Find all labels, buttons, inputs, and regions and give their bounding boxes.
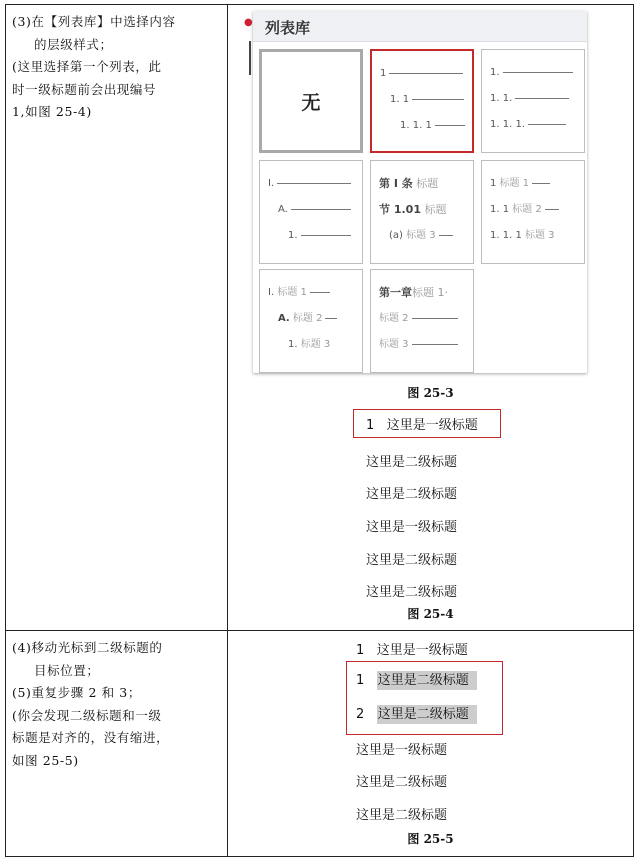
figure-cell — [228, 5, 634, 631]
table-row — [6, 631, 634, 857]
text-cursor-icon — [249, 41, 251, 75]
list-library-header — [244, 11, 587, 42]
heading-text-selected: 这里是二级标题 — [377, 671, 477, 690]
heading-line: 这里是二级标题 — [366, 553, 458, 568]
level-prefix: 1. 1 — [390, 94, 410, 105]
heading-line: 这里是二级标题 — [356, 775, 448, 790]
level-prefix: 1 — [490, 178, 497, 189]
desc-line: (你会发现二级标题和一级 — [12, 707, 162, 723]
heading-line: 这里是二级标题 — [366, 455, 458, 470]
heading-line: 这里是二级标题 — [366, 487, 458, 502]
desc-line: (5)重复步骤 2 和 3； — [12, 685, 141, 700]
level-prefix: 1 — [380, 68, 387, 79]
list-style-numbered-selected[interactable] — [370, 49, 474, 153]
level-prefix: 1. — [288, 230, 298, 241]
list-style-numbered-dots[interactable] — [481, 49, 585, 153]
level-prefix: A. — [278, 313, 290, 324]
desc-line: 的层级样式； — [34, 36, 113, 52]
level-prefix: (a) — [389, 230, 403, 241]
level-text: 标题 3 — [525, 230, 555, 241]
heading-text: 这里是一级标题 — [386, 418, 478, 433]
heading-line: 这里是二级标题 — [356, 808, 448, 823]
step-description-cell — [6, 5, 228, 631]
tile-label: 无 — [301, 92, 321, 114]
heading-line: 这里是一级标题 — [356, 743, 448, 758]
step-description — [6, 631, 227, 772]
desc-line: (3)在【列表库】中选择内容 — [12, 14, 176, 29]
heading-text-selected: 这里是二级标题 — [377, 705, 477, 724]
level-text: 标题 3 — [406, 230, 436, 241]
step-description — [6, 5, 227, 124]
heading-number: 1 — [366, 418, 375, 433]
figure-cell — [228, 631, 634, 857]
list-style-roman[interactable] — [259, 160, 363, 264]
level-text: 标题 2 — [292, 313, 323, 324]
list-style-roman-heading[interactable] — [259, 269, 363, 373]
level-prefix: A. — [278, 204, 288, 215]
desc-line: 如图 25-5) — [12, 752, 79, 768]
heading-line — [356, 639, 468, 658]
desc-line: (这里选择第一个列表，此 — [12, 59, 162, 74]
heading-line — [366, 414, 478, 433]
desc-line: 时一级标题前会出现编号 — [12, 81, 157, 97]
table-row — [6, 5, 634, 631]
desc-line: 目标位置； — [34, 662, 100, 678]
figure-caption: 图 25-5 — [407, 832, 454, 846]
level-text: 标题 3 — [379, 339, 409, 350]
list-library-panel — [244, 11, 587, 373]
list-library-title: 列表库 — [265, 19, 311, 37]
level-text: 标题 2 — [512, 204, 542, 215]
desc-line: 1,如图 25-4) — [12, 104, 92, 119]
level-prefix: I. — [268, 287, 275, 298]
level-prefix: 第一章 — [379, 286, 412, 299]
level-text: 标题 2 — [379, 313, 409, 324]
list-style-heading-numbered[interactable] — [481, 160, 585, 264]
list-style-none[interactable] — [259, 49, 363, 153]
level-prefix: 1. — [490, 67, 500, 78]
heading-line — [356, 669, 477, 688]
heading-number: 1 — [356, 643, 365, 658]
list-style-chapter[interactable] — [370, 269, 474, 373]
level-prefix: 1. 1. 1 — [490, 230, 522, 241]
level-text: 标题 3 — [300, 339, 331, 350]
level-prefix: 第 Ⅰ 条 — [379, 177, 413, 190]
heading-number: 1 — [356, 673, 365, 688]
level-text: 标题 1· — [412, 286, 448, 299]
heading-line: 这里是一级标题 — [366, 520, 458, 535]
heading-line: 这里是二级标题 — [366, 585, 458, 600]
marker-dot-icon: ● — [244, 17, 253, 28]
level-prefix: 1. 1. 1 — [400, 120, 432, 131]
level-prefix: 1. 1. — [490, 93, 513, 104]
heading-number: 2 — [356, 707, 365, 722]
list-style-article-section[interactable] — [370, 160, 474, 264]
heading-text: 这里是一级标题 — [376, 643, 468, 658]
figure-caption: 图 25-4 — [407, 607, 454, 621]
level-text: 标题 1 — [277, 287, 307, 298]
instruction-table — [5, 4, 634, 857]
level-prefix: 1. 1 — [490, 204, 510, 215]
level-prefix: I. — [268, 178, 275, 189]
level-prefix: 1. — [288, 339, 298, 350]
level-text: 标题 — [416, 177, 439, 190]
level-prefix: 1. 1. 1. — [490, 119, 525, 130]
figure-caption: 图 25-3 — [407, 386, 454, 400]
desc-line: 标题是对齐的，没有缩进， — [12, 730, 170, 745]
heading-line — [356, 703, 477, 722]
desc-line: (4)移动光标到二级标题的 — [12, 640, 163, 655]
level-text: 标题 — [424, 203, 447, 216]
level-prefix: 节 1.01 — [379, 203, 421, 216]
level-text: 标题 1 — [499, 178, 530, 189]
step-description-cell — [6, 631, 228, 857]
